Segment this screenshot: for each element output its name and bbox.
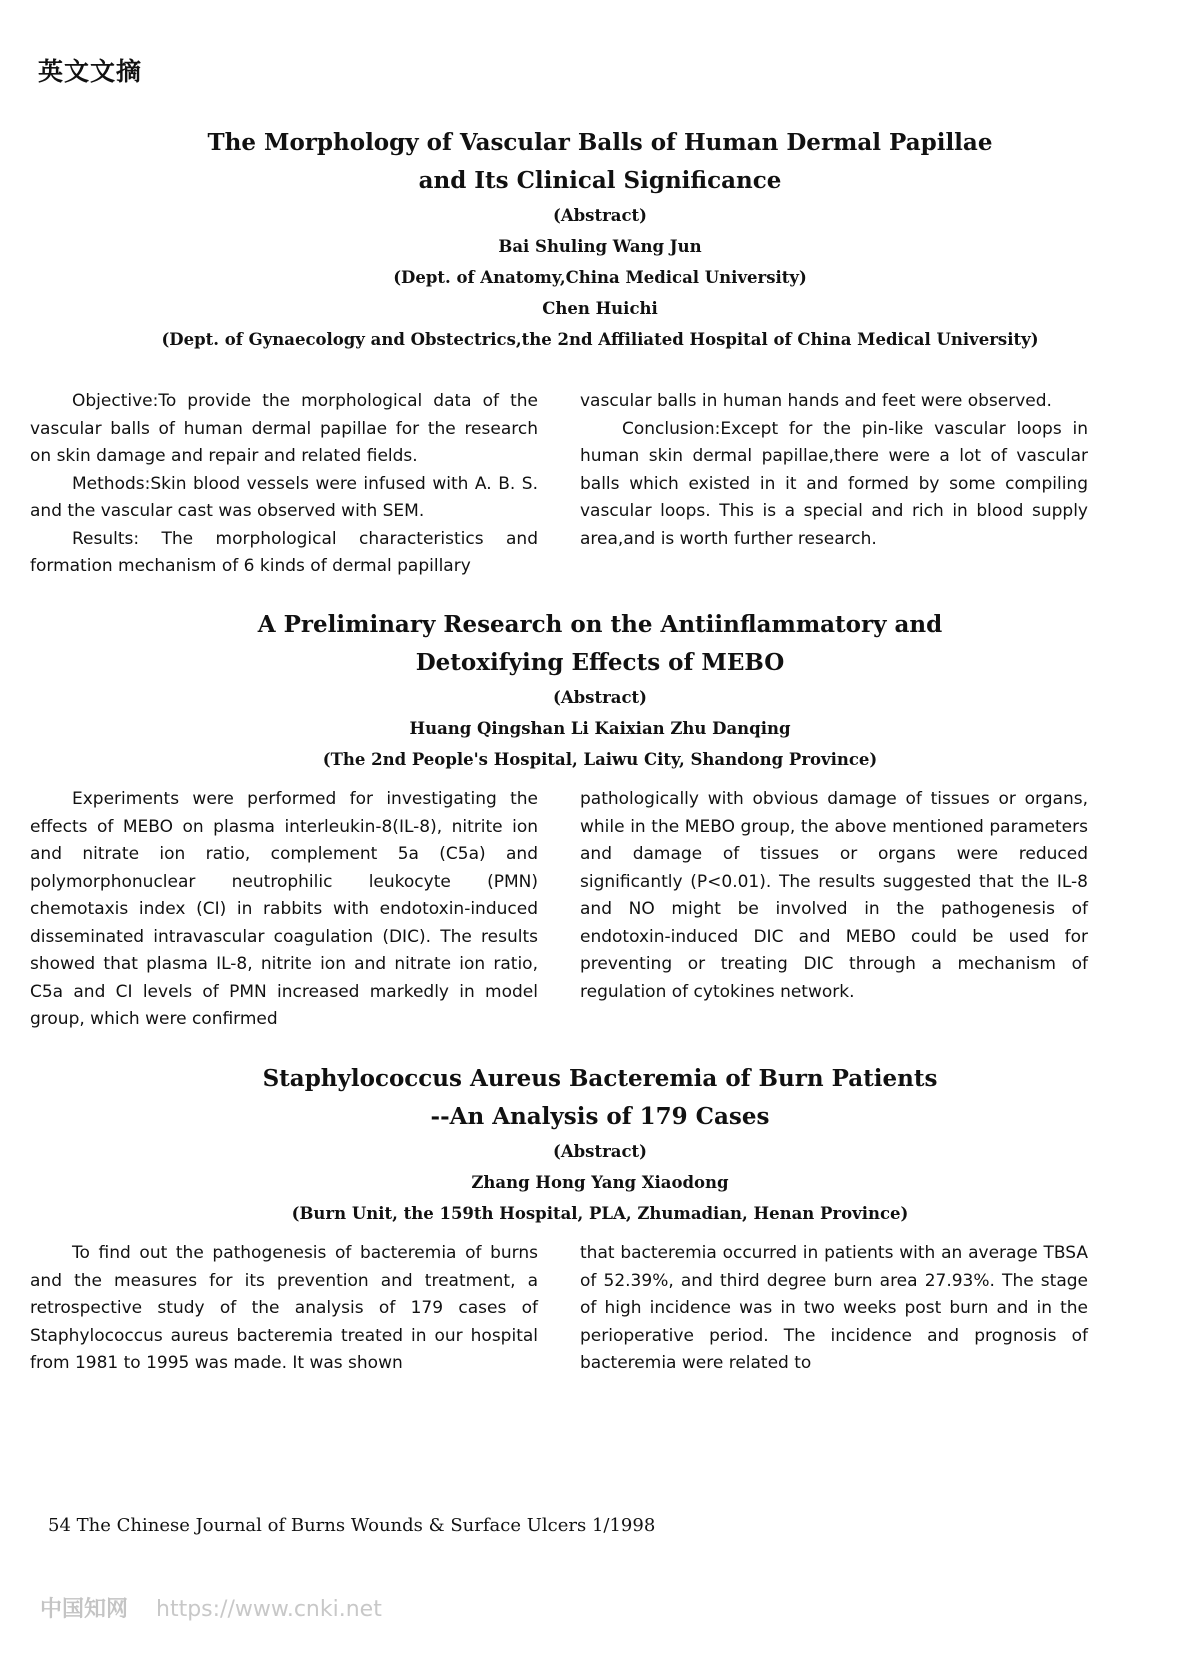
article-title-line: --An Analysis of 179 Cases	[430, 1103, 770, 1130]
cnki-watermark	[40, 1592, 382, 1623]
article-title-line: Detoxifying Effects of MEBO	[415, 649, 785, 676]
left-column	[30, 1240, 538, 1378]
article-title-line: and Its Clinical Significance	[418, 167, 782, 194]
watermark-url: https://www.cnki.net	[156, 1597, 382, 1622]
section-label: 英文文摘	[38, 57, 143, 86]
article-title-line: Staphylococcus Aureus Bacteremia of Burn Patients	[262, 1065, 938, 1092]
affiliation: (Dept. of Gynaecology and Obstectrics,the 2nd Affiliated Hospital of China Medical University)	[161, 330, 1039, 349]
affiliation: (Burn Unit, the 159th Hospital, PLA, Zhumadian, Henan Province)	[291, 1204, 909, 1223]
article-1-body	[30, 388, 1120, 581]
affiliation: (The 2nd People's Hospital, Laiwu City, Shandong Province)	[322, 750, 878, 769]
body-paragraph: Experiments were performed for investigating the effects of MEBO on plasma interleukin-8(IL-8), nitrite ion and nitrate ion ratio, complement 5a (C5a) and polymorphonuclear neutrophilic leukocyte (PMN) chemotaxis index (CI) in rabbits with endotoxin-induced disseminated intravascular coagulation (DIC). The results showed that plasma IL-8, nitrite ion and nitrate ion ratio, C5a and CI levels of PMN increased markedly in model group, which were confirmed	[30, 789, 538, 1029]
article-3-body	[30, 1240, 1120, 1378]
body-paragraph: Results: The morphological characteristics and formation mechanism of 6 kinds of dermal papillary	[30, 528, 538, 576]
body-paragraph: To find out the pathogenesis of bacteremia of burns and the measures for its prevention and treatment, a retrospective study of the analysis of 179 cases of Staphylococcus aureus bacteremia treated in our hospital from 1981 to 1995 was made. It was shown	[30, 1243, 538, 1373]
watermark-brand: 中国知网	[40, 1597, 129, 1622]
authors: Zhang Hong Yang Xiaodong	[471, 1173, 729, 1192]
affiliation: (Dept. of Anatomy,China Medical University)	[393, 268, 807, 287]
abstract-label: (Abstract)	[553, 206, 647, 225]
article-3-header	[60, 1060, 1140, 1229]
right-column	[580, 388, 1088, 581]
article-title-line: A Preliminary Research on the Antiinflammatory and	[257, 611, 943, 638]
authors: Huang Qingshan Li Kaixian Zhu Danqing	[409, 719, 791, 738]
right-column	[580, 786, 1088, 1034]
body-paragraph: Objective:To provide the morphological data of the vascular balls of human dermal papillae for the research on skin damage and repair and related fields.	[30, 391, 538, 466]
left-column	[30, 786, 538, 1034]
left-column	[30, 388, 538, 581]
right-column	[580, 1240, 1088, 1378]
body-paragraph: pathologically with obvious damage of tissues or organs, while in the MEBO group, the above mentioned parameters and damage of tissues or organs were reduced significantly (P<0.01). The results suggested that the IL-8 and NO might be involved in the pathogenesis of endotoxin-induced DIC and MEBO could be used for preventing or treating DIC through a mechanism of regulation of cytokines network.	[580, 789, 1088, 1002]
article-2-header	[60, 606, 1140, 775]
abstract-label: (Abstract)	[553, 1142, 647, 1161]
article-title-line: The Morphology of Vascular Balls of Human Dermal Papillae	[207, 129, 993, 156]
article-1-header	[60, 124, 1140, 355]
body-paragraph: Methods:Skin blood vessels were infused with A. B. S. and the vascular cast was observed with SEM.	[30, 473, 538, 521]
authors: Chen Huichi	[542, 299, 658, 318]
article-2-body	[30, 786, 1120, 1034]
abstract-label: (Abstract)	[553, 688, 647, 707]
body-paragraph: vascular balls in human hands and feet were observed.	[580, 391, 1052, 411]
page-footer: 54 The Chinese Journal of Burns Wounds & Surface Ulcers 1/1998	[48, 1515, 656, 1536]
body-paragraph: Conclusion:Except for the pin-like vascular loops in human skin dermal papillae,there were a lot of vascular balls which existed in it and formed by some compiling vascular loops. This is a special and rich in blood supply area,and is worth further research.	[580, 418, 1088, 549]
body-paragraph: that bacteremia occurred in patients with an average TBSA of 52.39%, and third degree burn area 27.93%. The stage of high incidence was in two weeks post burn and in the perioperative period. The incidence and prognosis of bacteremia were related to	[580, 1243, 1088, 1373]
authors: Bai Shuling Wang Jun	[498, 237, 702, 256]
